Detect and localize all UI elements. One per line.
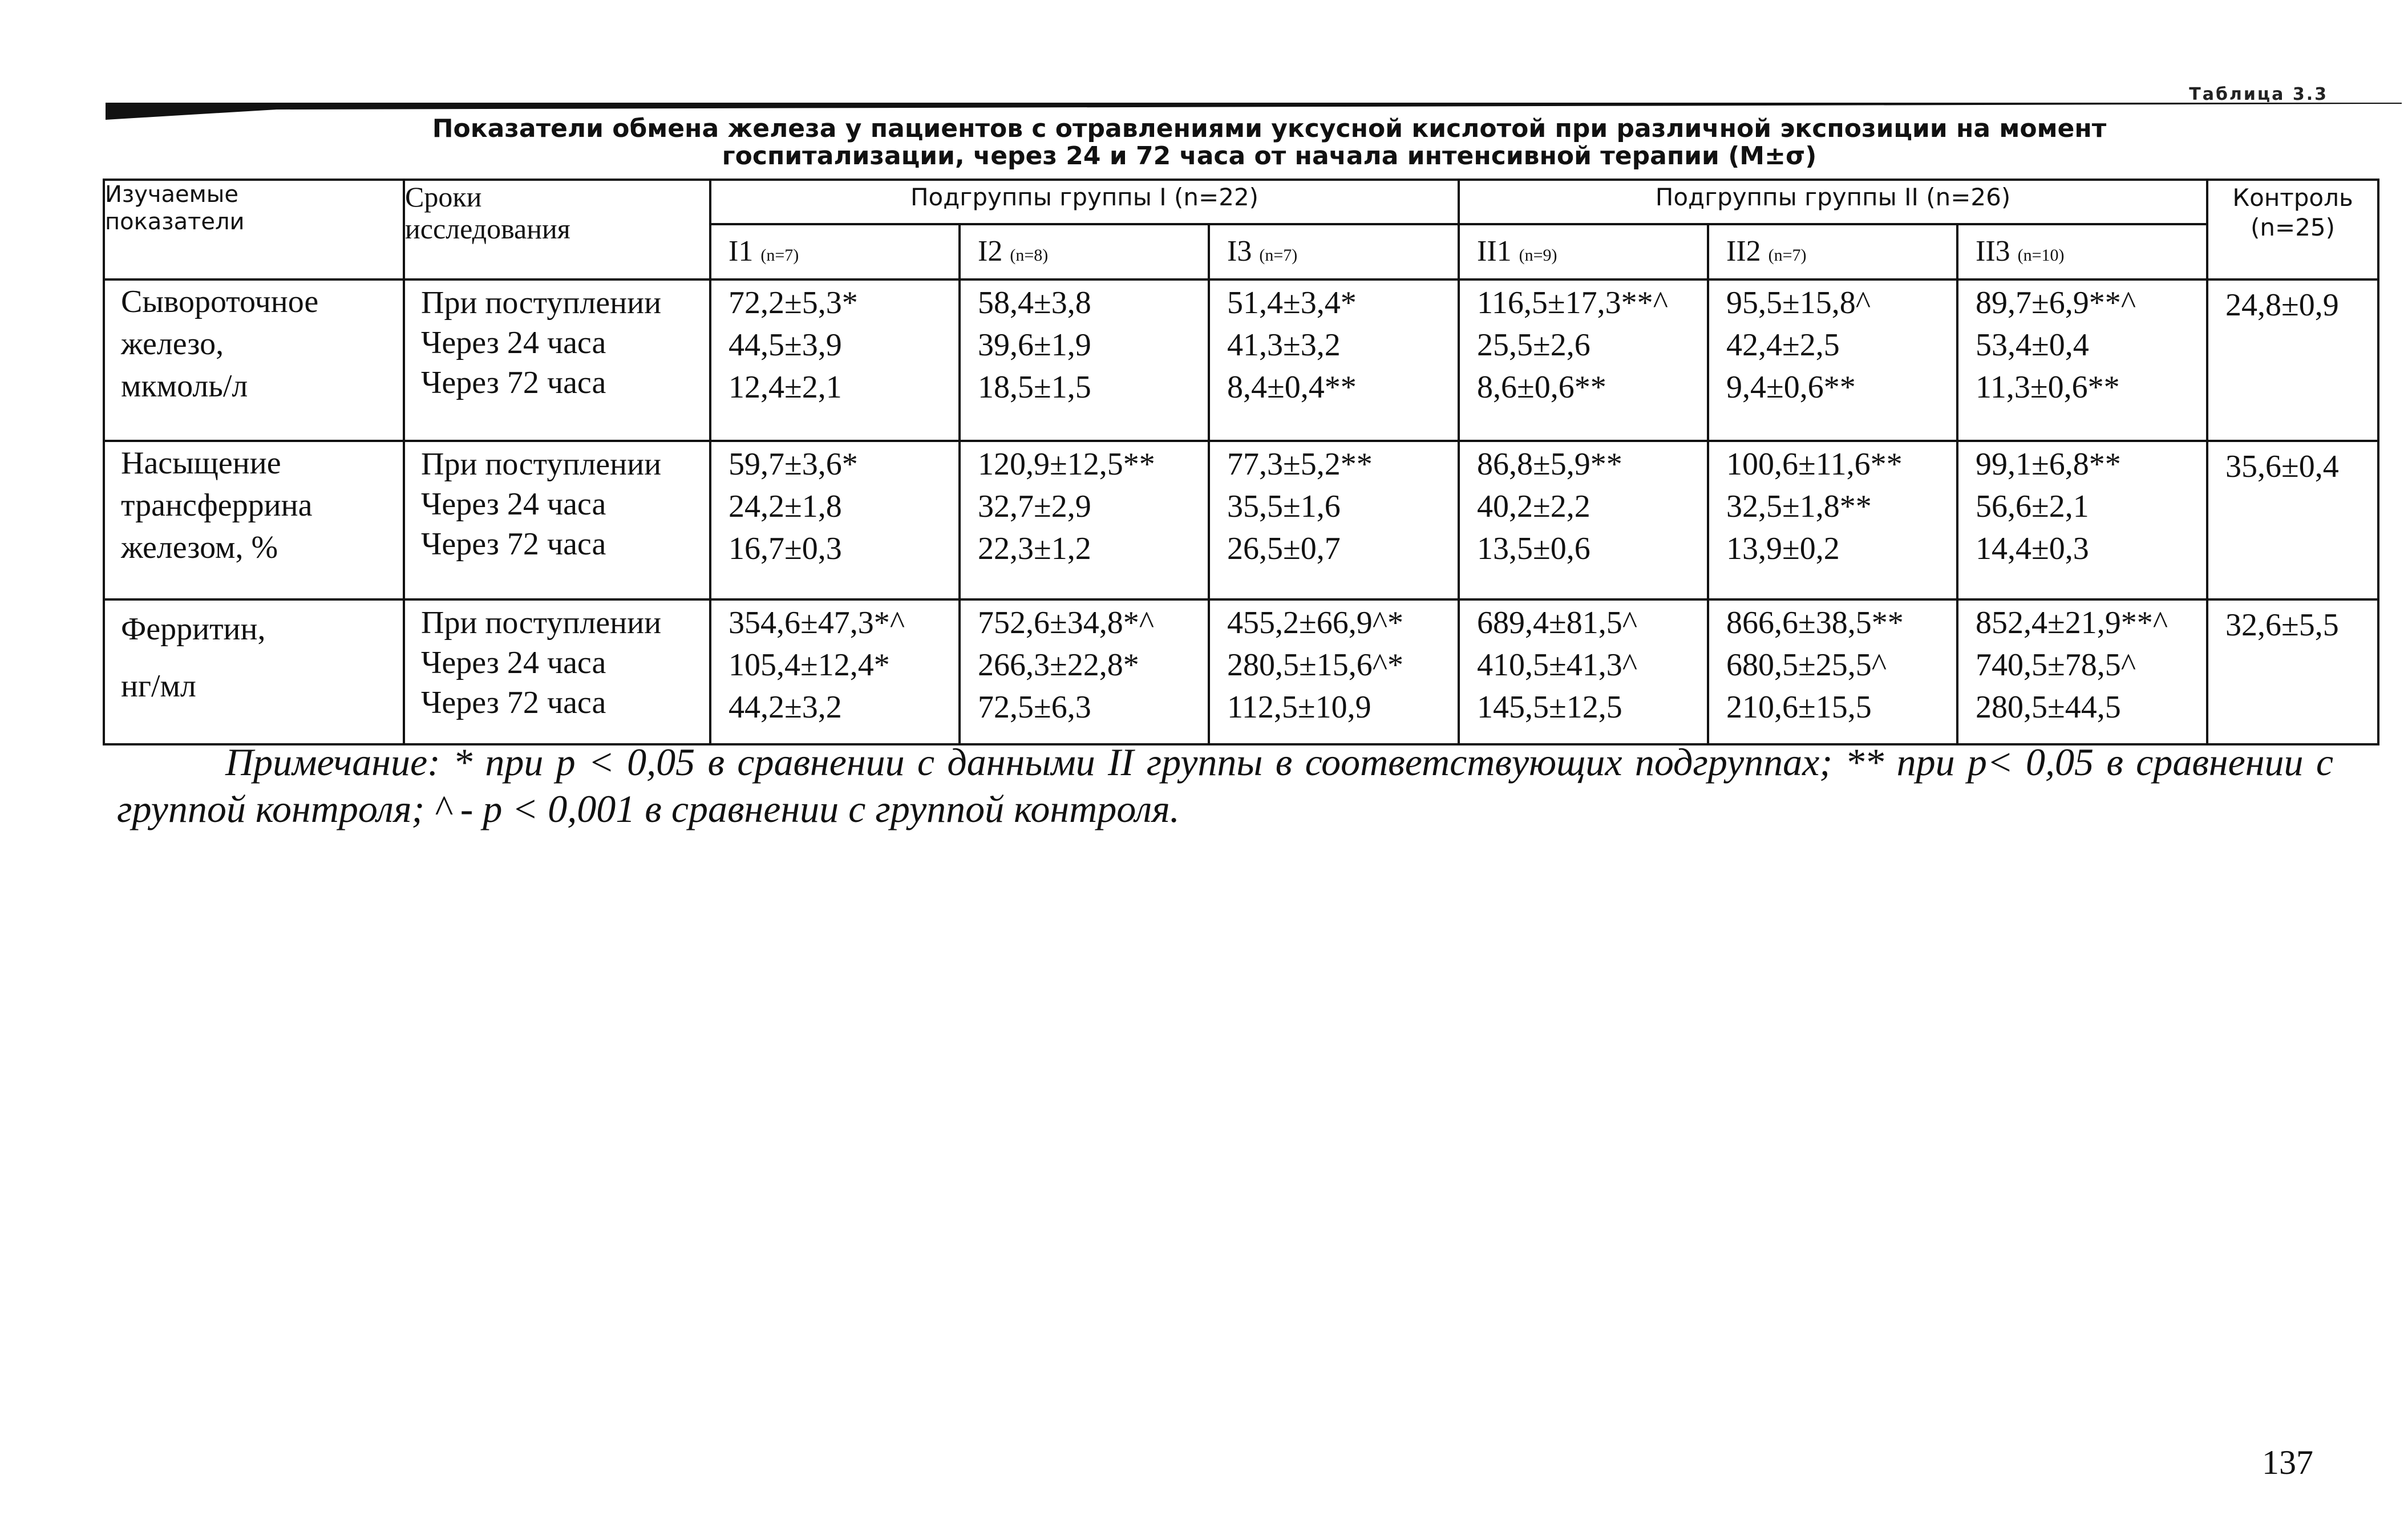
- value-cell: 116,5±17,3**^ 25,5±2,6 8,6±0,6**: [1459, 279, 1708, 441]
- table-title: [171, 115, 2367, 170]
- subgroup-I1: I1 (n=7): [710, 224, 960, 279]
- value-cell: 100,6±11,6** 32,5±1,8** 13,9±0,2: [1708, 441, 1957, 599]
- header-params: Изучаемые показатели: [104, 180, 404, 279]
- value-cell: 72,2±5,3* 44,5±3,9 12,4±2,1: [710, 279, 960, 441]
- control-cell: 32,6±5,5: [2207, 599, 2378, 744]
- value-cell: 86,8±5,9** 40,2±2,2 13,5±0,6: [1459, 441, 1708, 599]
- table-row: [104, 279, 2378, 441]
- value-cell: 77,3±5,2** 35,5±1,6 26,5±0,7: [1209, 441, 1459, 599]
- header-control: Контроль (n=25): [2207, 180, 2378, 279]
- value-cell: 752,6±34,8*^ 266,3±22,8* 72,5±6,3: [960, 599, 1209, 744]
- param-transferrin-saturation: Насыщение трансферрина железом, %: [104, 441, 404, 599]
- subgroup-I2: I2 (n=8): [960, 224, 1209, 279]
- iron-metabolism-table: [103, 179, 2379, 745]
- title-line-1: Показатели обмена железа у пациентов с отравлениями уксусной кислотой при различной экспозиции на момент: [432, 114, 2107, 143]
- value-cell: 59,7±3,6* 24,2±1,8 16,7±0,3: [710, 441, 960, 599]
- value-cell: 58,4±3,8 39,6±1,9 18,5±1,5: [960, 279, 1209, 441]
- control-cell: 35,6±0,4: [2207, 441, 2378, 599]
- value-cell: 51,4±3,4* 41,3±3,2 8,4±0,4**: [1209, 279, 1459, 441]
- table-row: [104, 441, 2378, 599]
- value-cell: 120,9±12,5** 32,7±2,9 22,3±1,2: [960, 441, 1209, 599]
- control-cell: 24,8±0,9: [2207, 279, 2378, 441]
- header-group-2: Подгруппы группы II (n=26): [1459, 180, 2207, 224]
- value-cell: 866,6±38,5** 680,5±25,5^ 210,6±15,5: [1708, 599, 1957, 744]
- title-line-2: госпитализации, через 24 и 72 часа от начала интенсивной терапии (M±σ): [722, 141, 1817, 171]
- terms-cell: При поступлении Через 24 часа Через 72 часа: [404, 599, 710, 744]
- param-serum-iron: Сывороточное железо, мкмоль/л: [104, 279, 404, 441]
- value-cell: 89,7±6,9**^ 53,4±0,4 11,3±0,6**: [1957, 279, 2207, 441]
- value-cell: 354,6±47,3*^ 105,4±12,4* 44,2±3,2: [710, 599, 960, 744]
- value-cell: 852,4±21,9**^ 740,5±78,5^ 280,5±44,5: [1957, 599, 2207, 744]
- subgroup-I3: I3 (n=7): [1209, 224, 1459, 279]
- table-row: [104, 599, 2378, 744]
- subgroup-II2: II2 (n=7): [1708, 224, 1957, 279]
- table-number: Таблица 3.3: [2189, 84, 2328, 104]
- header-group-1: Подгруппы группы I (n=22): [710, 180, 1459, 224]
- value-cell: 455,2±66,9^* 280,5±15,6^* 112,5±10,9: [1209, 599, 1459, 744]
- value-cell: 689,4±81,5^ 410,5±41,3^ 145,5±12,5: [1459, 599, 1708, 744]
- header-terms: Сроки исследования: [404, 180, 710, 279]
- subgroup-II1: II1 (n=9): [1459, 224, 1708, 279]
- subgroup-II3: II3 (n=10): [1957, 224, 2207, 279]
- table-note: Примечание: * при р < 0,05 в сравнении с данными II группы в соответствующих подгруппах; ** при р< 0,05 в сравнении с группой контроля; ^ - р < 0,001 в сравнении с группой контроля.: [117, 740, 2333, 830]
- value-cell: 95,5±15,8^ 42,4±2,5 9,4±0,6**: [1708, 279, 1957, 441]
- terms-cell: При поступлении Через 24 часа Через 72 часа: [404, 441, 710, 599]
- param-ferritin: Ферритин, нг/мл: [104, 599, 404, 744]
- terms-cell: При поступлении Через 24 часа Через 72 часа: [404, 279, 710, 441]
- value-cell: 99,1±6,8** 56,6±2,1 14,4±0,3: [1957, 441, 2207, 599]
- page-number: 137: [2262, 1444, 2313, 1481]
